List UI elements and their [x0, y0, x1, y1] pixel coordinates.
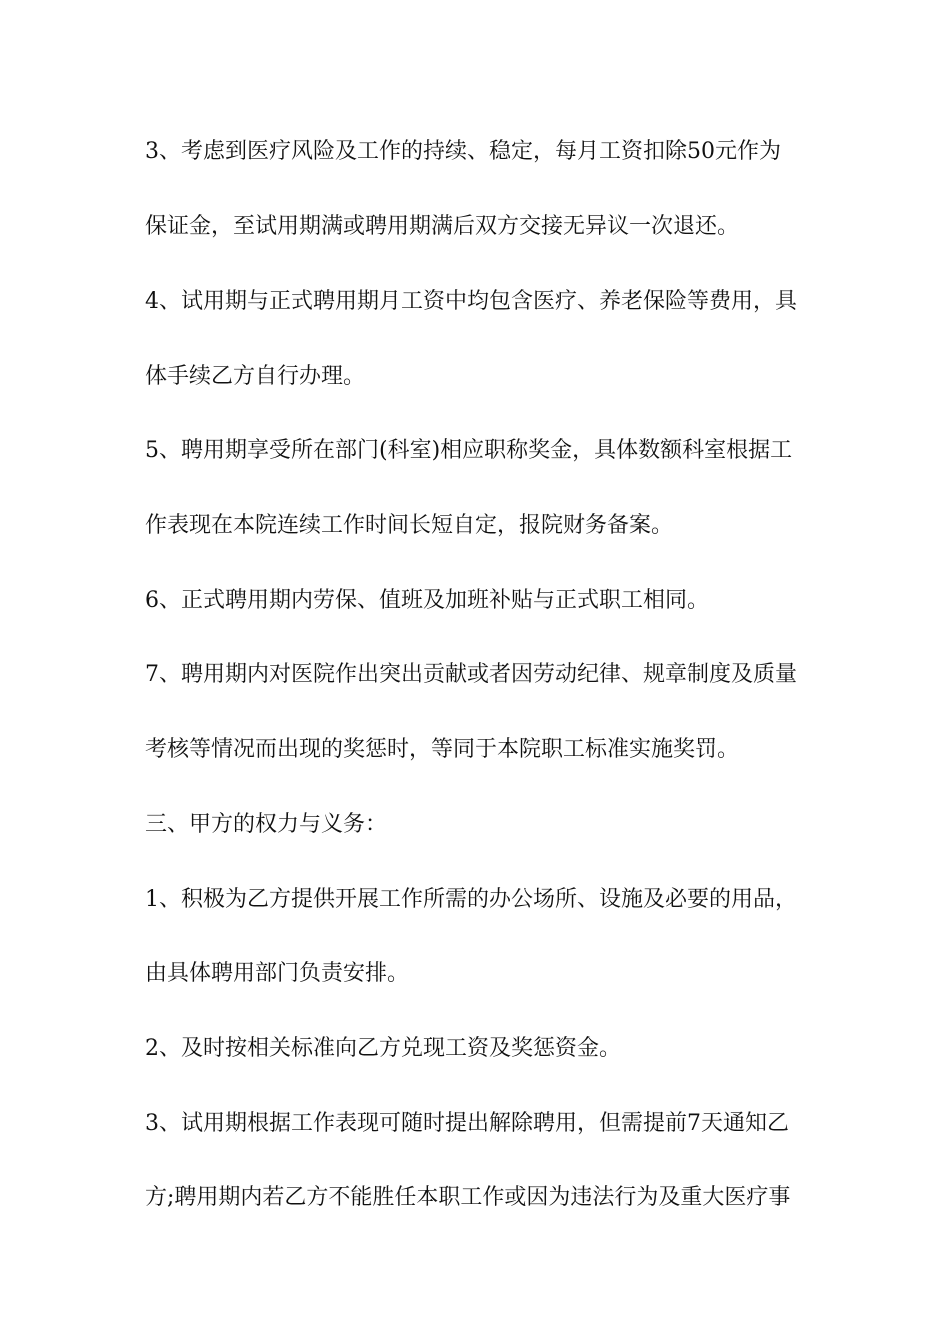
text-line: 6、正式聘用期内劳保、值班及加班补贴与正式职工相同。: [145, 588, 709, 613]
text-line: 2、及时按相关标准向乙方兑现工资及奖惩资金。: [145, 1036, 621, 1061]
text-line: 方;聘用期内若乙方不能胜任本职工作或因为违法行为及重大医疗事: [145, 1185, 791, 1210]
text-line: 4、试用期与正式聘用期月工资中均包含医疗、养老保险等费用，具: [145, 289, 797, 314]
text-line: 考核等情况而出现的奖惩时，等同于本院职工标准实施奖罚。: [145, 737, 740, 762]
text-line: 5、聘用期享受所在部门(科室)相应职称奖金，具体数额科室根据工: [145, 438, 793, 463]
text-line: 3、试用期根据工作表现可随时提出解除聘用，但需提前7天通知乙: [145, 1111, 789, 1136]
section-heading: 三、甲方的权力与义务：: [145, 812, 388, 837]
text-line: 体手续乙方自行办理。: [145, 364, 366, 389]
text-line: 1、积极为乙方提供开展工作所需的办公场所、设施及必要的用品，: [145, 887, 797, 912]
text-line: 保证金，至试用期满或聘用期满后双方交接无异议一次退还。: [145, 214, 740, 239]
text-line: 7、聘用期内对医院作出突出贡献或者因劳动纪律、规章制度及质量: [145, 662, 797, 687]
text-line: 由具体聘用部门负责安排。: [145, 961, 410, 986]
text-line: 3、考虑到医疗风险及工作的持续、稳定，每月工资扣除50元作为: [145, 139, 781, 164]
text-line: 作表现在本院连续工作时间长短自定，报院财务备案。: [145, 513, 674, 538]
